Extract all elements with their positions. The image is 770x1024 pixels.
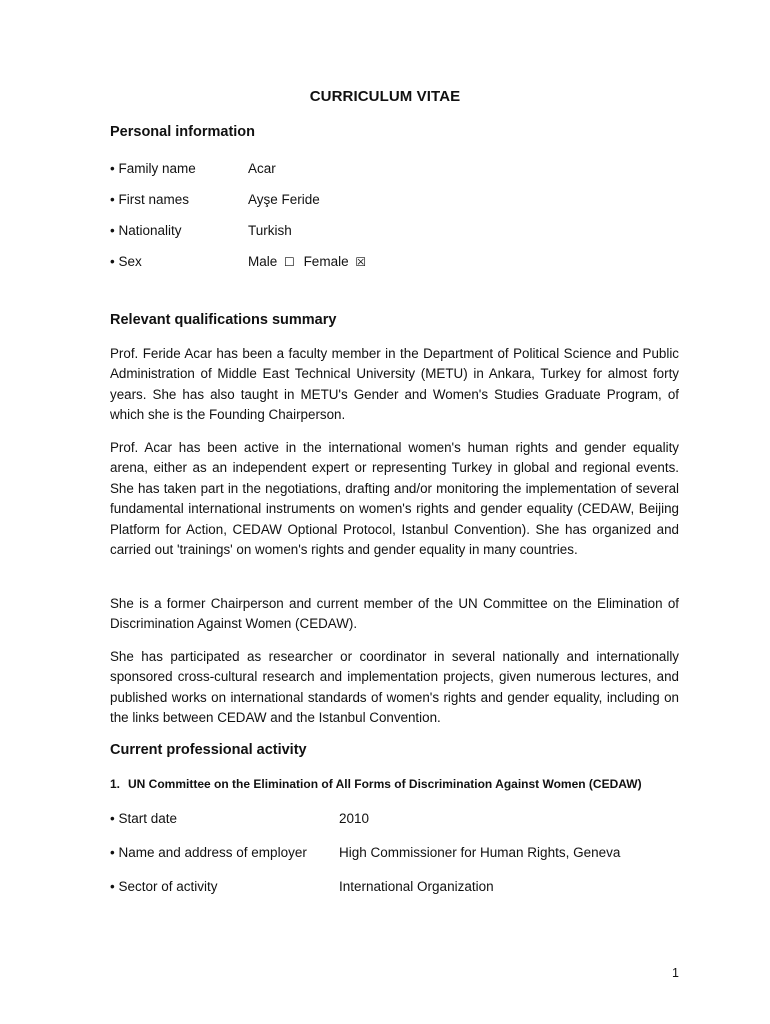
start-date-row [110, 811, 369, 826]
employer-row [110, 845, 620, 860]
sector-value: International Organization [339, 879, 494, 894]
activity-item-number: 1. [110, 777, 121, 791]
family-name-value: Acar [248, 161, 276, 176]
nationality-value: Turkish [248, 223, 292, 238]
qualifications-heading: Relevant qualifications summary [110, 312, 337, 328]
first-names-label: • First names [110, 192, 189, 207]
sex-row [110, 254, 371, 269]
employer-value: High Commissioner for Human Rights, Geneva [339, 845, 621, 860]
activity-item-title [110, 777, 642, 791]
current-activity-heading: Current professional activity [110, 742, 307, 758]
employer-label: • Name and address of employer [110, 845, 307, 860]
first-names-row [110, 192, 320, 207]
sex-value [248, 254, 371, 269]
start-date-value: 2010 [339, 811, 370, 826]
male-checkbox-icon: ☐ [284, 255, 295, 269]
family-name-row [110, 161, 276, 176]
female-checkbox-icon: ☒ [355, 255, 367, 269]
qualifications-paragraph-2: Prof. Acar has been active in the international women's human rights and gender equality arena, either as an independent expert or representing Turkey in global and regional events. She has taken part in the negotiations, drafting and/or monitoring the implementation of several fundamental international instruments on women's rights and gender equality (CEDAW, Beijing Platform for Action, CEDAW Optional Protocol, Istanbul Convention). She has organized and carried out 'trainings' on women's rights and gender equality in many countries. [110, 440, 679, 558]
first-names-value: Ayşe Feride [248, 192, 320, 207]
qualifications-paragraph-4: She has participated as researcher or coordinator in several nationally and internationally sponsored cross-cultural research and implementation projects, given numerous lectures, and published works on international standards of women's rights and gender equality, including on the links between CEDAW and the Istanbul Convention. [110, 649, 679, 726]
female-option-label: Female [303, 254, 349, 269]
nationality-label: • Nationality [110, 223, 182, 238]
page-number: 1 [672, 966, 679, 980]
sex-label: • Sex [110, 254, 142, 269]
nationality-row [110, 223, 292, 238]
family-name-label: • Family name [110, 161, 196, 176]
male-option-label: Male [248, 254, 278, 269]
start-date-label: • Start date [110, 811, 178, 826]
activity-item-name: UN Committee on the Elimination of All Forms of Discrimination Against Women (CEDAW) [128, 777, 642, 791]
qualifications-paragraph-3: She is a former Chairperson and current member of the UN Committee on the Elimination of Discrimination Against Women (CEDAW). [110, 596, 679, 632]
sector-label: • Sector of activity [110, 879, 218, 894]
qualifications-paragraph-1: Prof. Feride Acar has been a faculty member in the Department of Political Science and Public Administration of Middle East Technical University (METU) in Ankara, Turkey for almost forty years. She has also taught in METU's Gender and Women's Studies Graduate Program, of which she is the Founding Chairperson. [110, 346, 679, 423]
sector-row [110, 879, 494, 894]
personal-info-heading: Personal information [110, 124, 256, 140]
document-title: CURRICULUM VITAE [309, 88, 461, 105]
